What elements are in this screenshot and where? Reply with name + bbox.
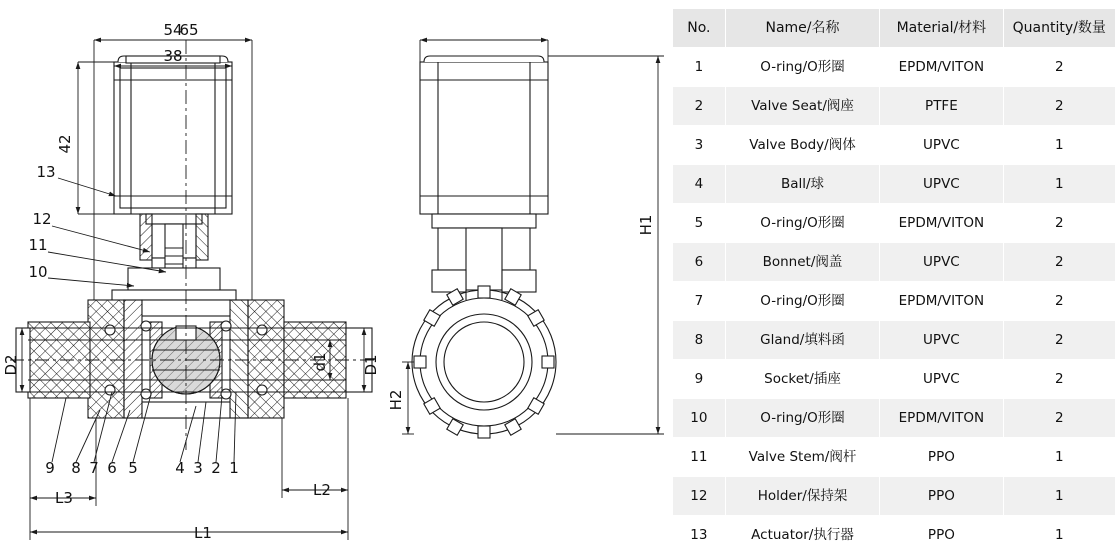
cell-material: UPVC <box>880 243 1003 282</box>
cell-no: 1 <box>673 48 726 87</box>
table-row <box>673 321 1116 360</box>
cell-name: O-ring/O形圈 <box>725 48 880 87</box>
cell-quantity: 2 <box>1003 360 1115 399</box>
cell-material: UPVC <box>880 165 1003 204</box>
cell-material: UPVC <box>880 321 1003 360</box>
balloon-9: 9 <box>45 459 55 477</box>
cell-quantity: 2 <box>1003 282 1115 321</box>
table-row <box>673 516 1116 555</box>
table-row <box>673 48 1116 87</box>
bill-of-materials <box>672 8 1116 555</box>
dim-label-54: 54 <box>163 21 183 39</box>
dim-label-42: 42 <box>56 134 74 154</box>
dim-label-38: 38 <box>163 47 183 65</box>
cell-name: O-ring/O形圈 <box>725 204 880 243</box>
table-row <box>673 243 1116 282</box>
column-header-no: No. <box>673 9 726 48</box>
cell-material: EPDM/VITON <box>880 282 1003 321</box>
table-row <box>673 126 1116 165</box>
dim-label-D2: D2 <box>2 354 20 376</box>
balloon-2: 2 <box>211 459 221 477</box>
cell-material: EPDM/VITON <box>880 204 1003 243</box>
cell-quantity: 2 <box>1003 204 1115 243</box>
cell-quantity: 2 <box>1003 87 1115 126</box>
cell-quantity: 1 <box>1003 438 1115 477</box>
cell-no: 3 <box>673 126 726 165</box>
cell-quantity: 2 <box>1003 321 1115 360</box>
dim-label-65: 65 <box>179 21 199 39</box>
cell-material: PPO <box>880 438 1003 477</box>
cell-no: 10 <box>673 399 726 438</box>
table-row <box>673 282 1116 321</box>
dim-label-L1: L1 <box>194 524 212 542</box>
cell-name: Holder/保持架 <box>725 477 880 516</box>
cell-material: EPDM/VITON <box>880 48 1003 87</box>
cell-material: UPVC <box>880 126 1003 165</box>
cell-name: Gland/填料函 <box>725 321 880 360</box>
cell-quantity: 1 <box>1003 126 1115 165</box>
bom-table-body <box>673 48 1116 555</box>
dim-label-H2: H2 <box>387 389 405 411</box>
cell-no: 5 <box>673 204 726 243</box>
balloon-11: 11 <box>28 236 48 254</box>
cell-name: Valve Body/阀体 <box>725 126 880 165</box>
cell-name: Valve Seat/阀座 <box>725 87 880 126</box>
dim-label-d1: d1 <box>311 352 329 372</box>
cell-material: PPO <box>880 477 1003 516</box>
table-header-row <box>673 9 1116 48</box>
cell-no: 7 <box>673 282 726 321</box>
cell-material: PPO <box>880 516 1003 555</box>
cell-no: 6 <box>673 243 726 282</box>
cell-no: 13 <box>673 516 726 555</box>
column-header-name: Name/名称 <box>725 9 880 48</box>
table-row <box>673 477 1116 516</box>
cell-name: Actuator/执行器 <box>725 516 880 555</box>
cell-material: PTFE <box>880 87 1003 126</box>
balloon-6: 6 <box>107 459 117 477</box>
column-header-material: Material/材料 <box>880 9 1003 48</box>
balloon-8: 8 <box>71 459 81 477</box>
dim-label-H1: H1 <box>637 214 655 236</box>
cell-name: Ball/球 <box>725 165 880 204</box>
cell-no: 12 <box>673 477 726 516</box>
balloon-7: 7 <box>89 459 99 477</box>
cell-name: Socket/插座 <box>725 360 880 399</box>
bom-table <box>672 8 1116 555</box>
dim-label-L2: L2 <box>313 481 331 499</box>
cell-quantity: 2 <box>1003 243 1115 282</box>
table-row <box>673 87 1116 126</box>
section-view <box>10 40 378 450</box>
cell-quantity: 1 <box>1003 477 1115 516</box>
balloon-1: 1 <box>229 459 239 477</box>
cell-name: Bonnet/阀盖 <box>725 243 880 282</box>
cell-name: O-ring/O形圈 <box>725 399 880 438</box>
table-row <box>673 399 1116 438</box>
cell-quantity: 1 <box>1003 165 1115 204</box>
cell-no: 11 <box>673 438 726 477</box>
cell-material: UPVC <box>880 360 1003 399</box>
cell-quantity: 1 <box>1003 516 1115 555</box>
cell-material: EPDM/VITON <box>880 399 1003 438</box>
table-row <box>673 438 1116 477</box>
balloon-12: 12 <box>32 210 52 228</box>
balloon-13: 13 <box>36 163 56 181</box>
cell-no: 9 <box>673 360 726 399</box>
cell-no: 4 <box>673 165 726 204</box>
cell-name: O-ring/O形圈 <box>725 282 880 321</box>
cell-name: Valve Stem/阀杆 <box>725 438 880 477</box>
cell-no: 8 <box>673 321 726 360</box>
table-row <box>673 360 1116 399</box>
cell-quantity: 2 <box>1003 48 1115 87</box>
balloon-3: 3 <box>193 459 203 477</box>
balloon-10: 10 <box>28 263 48 281</box>
dim-label-L3: L3 <box>55 489 73 507</box>
table-row <box>673 204 1116 243</box>
table-row <box>673 165 1116 204</box>
dim-label-D1: D1 <box>362 354 380 376</box>
cell-no: 2 <box>673 87 726 126</box>
balloon-4: 4 <box>175 459 185 477</box>
end-view <box>412 56 556 438</box>
cell-quantity: 2 <box>1003 399 1115 438</box>
column-header-quantity: Quantity/数量 <box>1003 9 1115 48</box>
balloon-5: 5 <box>128 459 138 477</box>
